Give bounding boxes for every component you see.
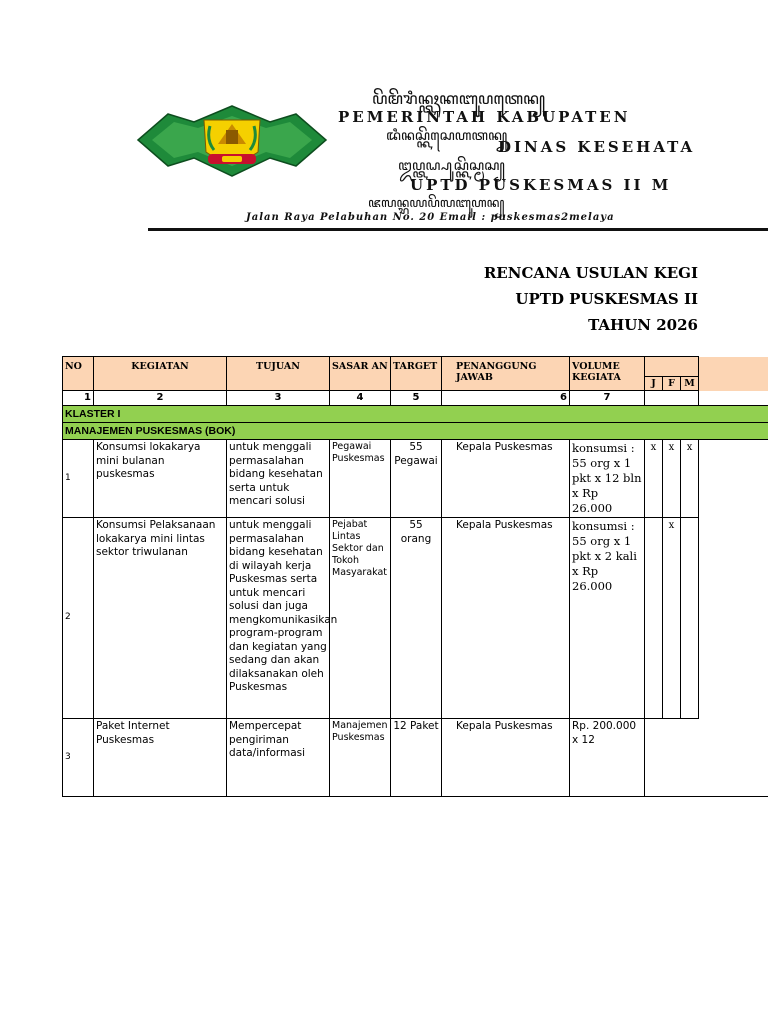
row-kegiatan: Konsumsi lokakarya mini bulanan puskesmas — [94, 440, 227, 518]
javanese-script-line: ꦢꦶꦤꦱ꧀ꦏꦼꦱꦺꦲꦠꦤ꧀ — [386, 128, 508, 144]
klaster-label: KLASTER I — [63, 406, 768, 423]
row-penanggung-jawab: Kepala Puskesmas — [442, 440, 570, 518]
row-tujuan: untuk menggali permasalahan bidang kesehatan di wilayah kerja Puskesmas serta untuk mencari solusi dan juga mengkomunikasikan program-program dan kegiatan yang sedang dan akan dilaksanakan oleh Puskesmas — [227, 518, 330, 719]
colnum-6: 6 — [442, 391, 570, 406]
javanese-script-line: ꦥꦼꦩꦼꦫꦶꦤ꧀ꦠꦃꦏꦧꦸꦥꦠꦺꦤ꧀ — [372, 89, 546, 108]
header-month-f: F — [663, 377, 681, 391]
colnum-5: 5 — [391, 391, 442, 406]
header-kegiatan: KEGIATAN — [94, 357, 227, 391]
row-tujuan: untuk menggali permasalahan bidang kesehatan serta untuk mencari solusi — [227, 440, 330, 518]
row-mark-m — [681, 518, 699, 719]
colnum-4: 4 — [330, 391, 391, 406]
letterhead — [0, 0, 768, 240]
row-mark-f: x — [663, 440, 681, 518]
document-year: TAHUN 2026 — [588, 316, 698, 334]
letterhead-divider — [148, 228, 768, 231]
row-penanggung-jawab: Kepala Puskesmas — [442, 719, 570, 797]
row-mark-m: x — [681, 440, 699, 518]
table-row — [63, 719, 768, 797]
row-sasaran: Pejabat Lintas Sektor dan Tokoh Masyarakat — [330, 518, 391, 719]
header-schedule — [645, 357, 699, 377]
row-no: 1 — [63, 440, 94, 518]
row-kegiatan: Paket Internet Puskesmas — [94, 719, 227, 797]
header-overflow — [699, 357, 768, 391]
row-overflow — [699, 518, 768, 719]
header-month-m: M — [681, 377, 699, 391]
row-sasaran: Manajemen Puskesmas — [330, 719, 391, 797]
document-subtitle: UPTD PUSKESMAS II — [515, 290, 698, 308]
table-row — [63, 518, 768, 719]
header-sasaran: SASAR AN — [330, 357, 391, 391]
row-no: 3 — [63, 719, 94, 797]
row-target: 55 Pegawai — [391, 440, 442, 518]
government-name: PEMERINTAH KABUPATEN — [338, 108, 631, 126]
header-penanggung-jawab: PENANGGUNG JAWAB — [442, 357, 570, 391]
javanese-script-line: ꦗꦭꦤ꧀ꦫꦪꦥꦼꦭꦧꦸꦲꦤ꧀ — [368, 196, 505, 211]
row-overflow — [699, 719, 768, 797]
row-mark-j — [645, 518, 663, 719]
row-schedule-empty — [645, 719, 699, 797]
table-header-row — [63, 357, 768, 377]
table-row — [63, 440, 768, 518]
colnum-1: 1 — [63, 391, 94, 406]
document-title: RENCANA USULAN KEGI — [483, 264, 698, 282]
colnum-7: 7 — [570, 391, 645, 406]
row-volume: konsumsi : 55 org x 1 pkt x 12 bln x Rp 26.000 — [570, 440, 645, 518]
javanese-script-line: ꦈꦥ꧀ꦠꦝ꧀ꦥꦸꦱ꧀ꦏꦼꦱ꧀ꦩꦱ꧀ — [398, 158, 505, 174]
row-target: 12 Paket — [391, 719, 442, 797]
row-overflow — [699, 440, 768, 518]
colnum-overflow — [699, 391, 768, 406]
header-tujuan: TUJUAN — [227, 357, 330, 391]
row-tujuan: Mempercepat pengiriman data/informasi — [227, 719, 330, 797]
row-no: 2 — [63, 518, 94, 719]
colnum-2: 2 — [94, 391, 227, 406]
row-mark-f: x — [663, 518, 681, 719]
header-target: TARGET — [391, 357, 442, 391]
colnum-schedule — [645, 391, 699, 406]
row-mark-j: x — [645, 440, 663, 518]
row-penanggung-jawab: Kepala Puskesmas — [442, 518, 570, 719]
row-volume: Rp. 200.000 x 12 — [570, 719, 645, 797]
unit-name: UPTD PUSKESMAS II M — [410, 176, 672, 194]
header-no: NO — [63, 357, 94, 391]
column-number-row — [63, 391, 768, 406]
activity-plan-table — [62, 356, 768, 797]
row-target: 55 orang — [391, 518, 442, 719]
regency-emblem-logo — [132, 100, 332, 180]
activity-plan-table-wrapper — [62, 356, 768, 797]
row-volume: konsumsi : 55 org x 1 pkt x 2 kali x Rp 26.000 — [570, 518, 645, 719]
agency-name: DINAS KESEHATA — [498, 138, 696, 156]
address-line: Jalan Raya Pelabuhan No. 20 Email : puskesmas2melaya — [246, 212, 615, 223]
row-kegiatan: Konsumsi Pelaksanaan lokakarya mini lintas sektor triwulanan — [94, 518, 227, 719]
row-sasaran: Pegawai Puskesmas — [330, 440, 391, 518]
header-volume: VOLUME KEGIATA — [570, 357, 645, 391]
header-month-j: J — [645, 377, 663, 391]
klaster-row — [63, 406, 768, 423]
section-label: MANAJEMEN PUSKESMAS (BOK) — [63, 423, 768, 440]
section-row — [63, 423, 768, 440]
colnum-3: 3 — [227, 391, 330, 406]
